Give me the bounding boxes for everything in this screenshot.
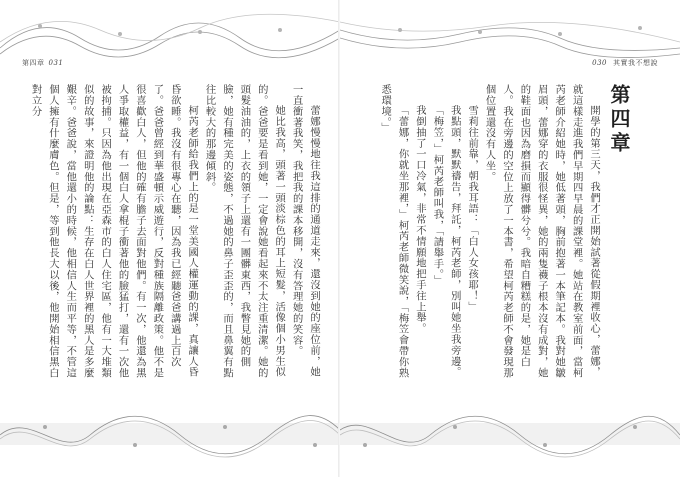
body-text bbox=[16, 84, 322, 384]
paragraph: 我點頭，默默禱告，拜託，柯芮老師，別叫她坐我旁邊。 bbox=[448, 104, 461, 378]
chapter-title: 第四章 bbox=[607, 84, 631, 156]
bottom-ornament-border bbox=[340, 405, 680, 463]
paragraph: 「梅笠，」柯芮老師叫我，「請舉手。」 bbox=[431, 104, 444, 286]
page-header bbox=[22, 58, 63, 68]
page-number: 030 bbox=[592, 59, 607, 67]
chapter-label: 第四章 bbox=[22, 59, 45, 67]
paragraph: 柯芮老師給我們上的是一堂美國人權運動的課，真讓人昏昏欲睡。我沒有很專心在聽，因為我已經聽爸爸講過上百次了。爸爸曾經到華盛頓示威遊行，反對種族隔離政策。他不是很喜歡白人，但他的確有膽子去面對他們。有一次，他還為黑人爭取權益，有一個白人拿棍子衝著他的臉猛打，還有一次他被拘捕。只因為他出現在亞森市的白人住宅區，他有一大堆類似的故事，來證明他的論點：生存在白人世界裡的黑人是多麼艱辛。爸爸說，當他還小的時候，他相信人生而平等，不管這個人擁有什麼膚色。但是，等到他長大以後，他開始相信黑白對立分 bbox=[29, 84, 199, 379]
running-title: 其實我不想說 bbox=[613, 59, 658, 67]
body-text bbox=[362, 84, 602, 384]
page-header bbox=[592, 58, 658, 68]
paragraph: 蕾娜慢慢地往我這排的通道走來，還沒到她的座位前，她一直衝著我笑，我把我的課本移開，沒有答理她的笑容。 bbox=[290, 84, 320, 378]
top-ornament-border bbox=[0, 8, 340, 60]
top-ornament-border bbox=[340, 8, 680, 60]
paragraph: 雪莉往前靠，朝我耳語：「白人女孩耶！」 bbox=[466, 104, 479, 312]
page-number: 031 bbox=[48, 59, 64, 67]
paragraph: 她比我高，頭著一頭淡棕色的耳上短髮，活像個小男生似的。爸爸要是看到她，一定會說她看起來不太注重清潔。她的頭髮油油的，上衣的領子上還有一團髒東西，我瞥見她的側臉，她有種完美的姿態，不過她的鼻子歪歪的，而且鼻翼有點往比較大的那邊傾斜。 bbox=[203, 84, 286, 379]
right-page bbox=[340, 0, 680, 477]
paragraph: 「蕾娜，你就坐那裡，」柯芮老師微笑說，「梅笠會帶你熟悉環境。」 bbox=[379, 84, 409, 378]
bottom-ornament-border bbox=[0, 405, 340, 463]
paragraph: 開學的第三天，我們才正開始試著從假期裡收心，蕾娜，就這樣走進我們早期四早晨的課堂裡。她站在教室前面，當柯芮老師介紹她時，她低著頭，胸前抱著一本筆記本。我對她皺眉頭，蕾娜穿的衣服很怪異，她的兩隻襪子根本沒有成對，她的鞋面也因為磨損而顯得髒兮兮。我暗自糟糕的是，她是白人。我在旁邊的空位上放了一本書，希望柯芮老師不會發現那個位置還沒有人坐。 bbox=[483, 84, 600, 379]
paragraph: 我倒抽了一口冷氣，非常不情願地把手往上舉。 bbox=[413, 104, 426, 334]
